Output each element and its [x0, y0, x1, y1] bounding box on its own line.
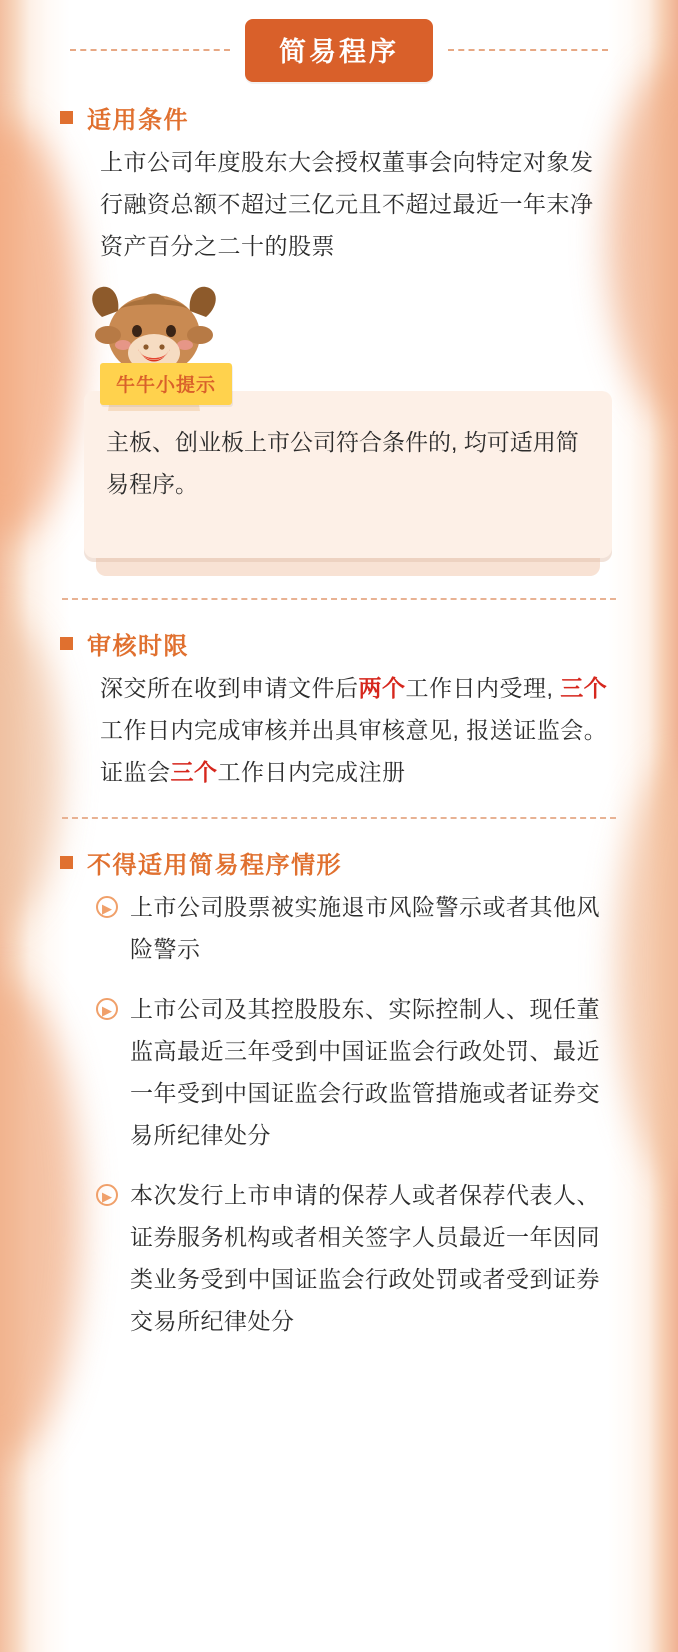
review-text-part2: 工作日内受理,	[405, 675, 561, 701]
review-highlight-1: 两个	[358, 675, 406, 701]
list-item	[96, 1174, 618, 1342]
section-body-applicable-conditions: 上市公司年度股东大会授权董事会向特定对象发行融资总额不超过三亿元且不超过最近一年末净资产百分之二十的股票	[100, 149, 594, 259]
play-circle-icon: ▶	[96, 998, 118, 1020]
header-rule-right	[448, 49, 608, 51]
section-title: 审核时限	[87, 633, 189, 660]
review-text-part1: 深交所在收到申请文件后	[100, 675, 359, 701]
list-item-text: 上市公司及其控股股东、实际控制人、现任董监高最近三年受到中国证监会行政处罚、最近一年受到中国证监会行政监管措施或者证券交易所纪律处分	[130, 996, 600, 1148]
review-text-part3: 工作日内完成审核并出具审核意见, 报送证监会。证监会	[100, 717, 608, 785]
section-title: 不得适用简易程序情形	[87, 852, 342, 879]
review-text-part4: 工作日内完成注册	[217, 759, 406, 785]
list-item-text: 本次发行上市申请的保荐人或者保荐代表人、证券服务机构或者相关签字人员最近一年因同类业务受到中国证监会行政处罚或者受到证券交易所纪律处分	[130, 1182, 600, 1334]
play-circle-icon: ▶	[96, 896, 118, 918]
review-highlight-2: 三个	[560, 675, 608, 701]
play-circle-icon: ▶	[96, 1184, 118, 1206]
square-bullet-icon	[60, 856, 73, 869]
page-header	[0, 0, 678, 100]
section-body-review-period	[100, 667, 614, 793]
list-item	[96, 988, 618, 1156]
page-title: 简易程序	[245, 19, 433, 82]
square-bullet-icon	[60, 637, 73, 650]
header-rule-left	[70, 49, 230, 51]
section-heading-review-period	[60, 626, 678, 661]
list-item-text: 上市公司股票被实施退市风险警示或者其他风险警示	[130, 894, 600, 962]
section-heading-applicable-conditions	[60, 100, 678, 135]
section-title: 适用条件	[87, 107, 189, 134]
section-divider	[62, 598, 616, 600]
section-divider	[62, 817, 616, 819]
square-bullet-icon	[60, 111, 73, 124]
tip-text: 主板、创业板上市公司符合条件的, 均可适用简易程序。	[106, 429, 579, 497]
tip-label: 牛牛小提示	[100, 363, 232, 405]
section-heading-exclusions	[60, 845, 678, 880]
exclusions-list	[96, 886, 618, 1342]
review-highlight-3: 三个	[170, 759, 218, 785]
tip-card-wrapper	[84, 301, 612, 576]
list-item	[96, 886, 618, 970]
